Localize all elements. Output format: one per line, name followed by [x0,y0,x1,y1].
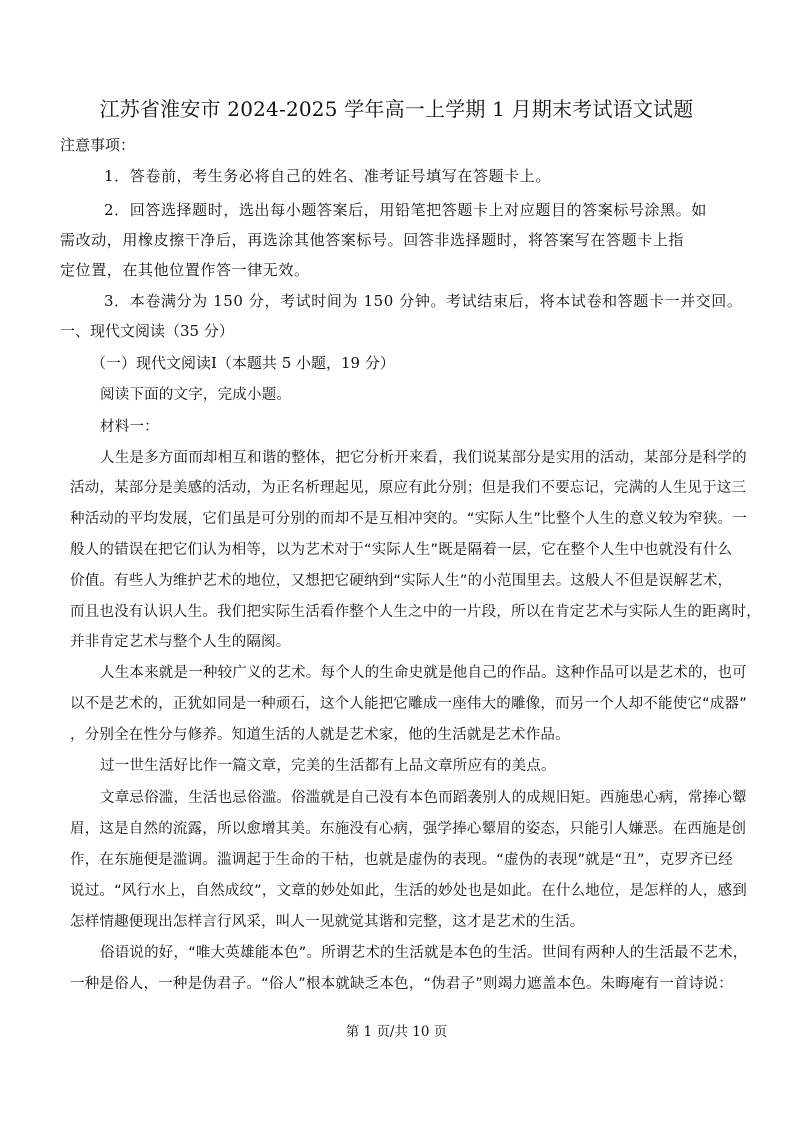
passage-line: 般人的错误在把它们认为相等，以为艺术对于“实际人生”既是隔着一层，它在整个人生中也就没有什么 [70,542,733,558]
passage-line: 活动，某部分是美感的活动，为正名析理起见，原应有此分别；但是我们不要忘记，完满的人生见于这三 [70,480,747,496]
passage-line: 俗语说的好，“唯大英雄能本色”。所谓艺术的生活就是本色的生活。世间有两种人的生活最不艺术， [100,945,748,961]
passage-line: 怎样情趣便现出怎样言行风采，叫人一见就觉其谐和完整，这才是艺术的生活。 [70,914,585,930]
passage-line: 眉，这是自然的流露，所以愈增其美。东施没有心病，强学捧心颦眉的姿态，只能引人嫌恶。在西施是创 [70,821,747,837]
passage-line: 作，在东施便是滥调。滥调起于生命的干枯，也就是虚伪的表现。“虚伪的表现”就是“丑”，克罗齐已经 [70,852,733,868]
passage-line: 文章忌俗滥，生活也忌俗滥。俗滥就是自己没有本色而蹈袭别人的成规旧矩。西施患心病，常捧心颦 [100,790,747,806]
passage-line: 价值。有些人为维护艺术的地位，又想把它硬纳到“实际人生”的小范围里去。这般人不但是误解艺术， [70,573,733,589]
notice-item-2-line-2: 需改动，用橡皮擦干净后，再选涂其他答案标号。回答非选择题时，将答案写在答题卡上指 [60,231,685,249]
section-heading: 一、现代文阅读（35 分） [60,322,234,340]
passage-line: 说过。“风行水上，自然成纹”，文章的妙处如此，生活的妙处也是如此。在什么地位，是怎样的人，感到 [70,883,747,899]
passage-line: 以不是艺术的，正犹如同是一种顽石，这个人能把它雕成一座伟大的雕像，而另一个人却不能使它“成器” [70,696,747,712]
passage-line: 人生本来就是一种较广义的艺术。每个人的生命史就是他自己的作品。这种作品可以是艺术的，也可 [100,665,747,681]
passage-line: 过一世生活好比作一篇文章，完美的生活都有上品文章所应有的美点。 [100,758,556,774]
notice-item-1: 1．答卷前，考生务必将自己的姓名、准考证号填写在答题卡上。 [104,167,551,185]
material-label: 材料一： [100,419,159,435]
exam-title: 江苏省淮安市 2024-2025 学年高一上学期 1 月期末考试语文试题 [99,97,694,121]
notice-heading: 注意事项： [60,136,136,154]
notice-item-2-line-3: 定位置，在其他位置作答一律无效。 [60,261,310,279]
passage-line: 并非肯定艺术与整个人生的隔阂。 [70,634,291,650]
notice-item-2-line-1: 2．回答选择题时，选出每小题答案后，用铅笔把答题卡上对应题目的答案标号涂黑。如 [104,201,707,219]
passage-line: ，分别全在性分与修养。知道生活的人就是艺术家，他的生活就是艺术作品。 [70,727,570,743]
subsection-heading: （一）现代文阅读Ⅰ（本题共 5 小题，19 分） [91,354,395,372]
notice-item-3: 3．本卷满分为 150 分，考试时间为 150 分钟。考试结束后，将本试卷和答题卡一并交回。 [104,292,743,310]
passage-line: 一种是俗人，一种是伪君子。“俗人”根本就缺乏本色，“伪君子”则竭力遮盖本色。朱晦庵有一首诗说： [70,976,733,992]
passage-line: 人生是多方面而却相互和谐的整体，把它分析开来看，我们说某部分是实用的活动，某部分是科学的 [100,450,747,466]
passage-line: 而且也没有认识人生。我们把实际生活看作整个人生之中的一片段，所以在肯定艺术与实际人生的距离时， [70,604,761,620]
reading-instruction: 阅读下面的文字，完成小题。 [100,387,292,403]
passage-line: 种活动的平均发展，它们虽是可分别的而却不是互相冲突的。“实际人生”比整个人生的意义较为窄狭。一 [70,511,747,527]
page-number-footer: 第 1 页/共 10 页 [345,1024,448,1040]
